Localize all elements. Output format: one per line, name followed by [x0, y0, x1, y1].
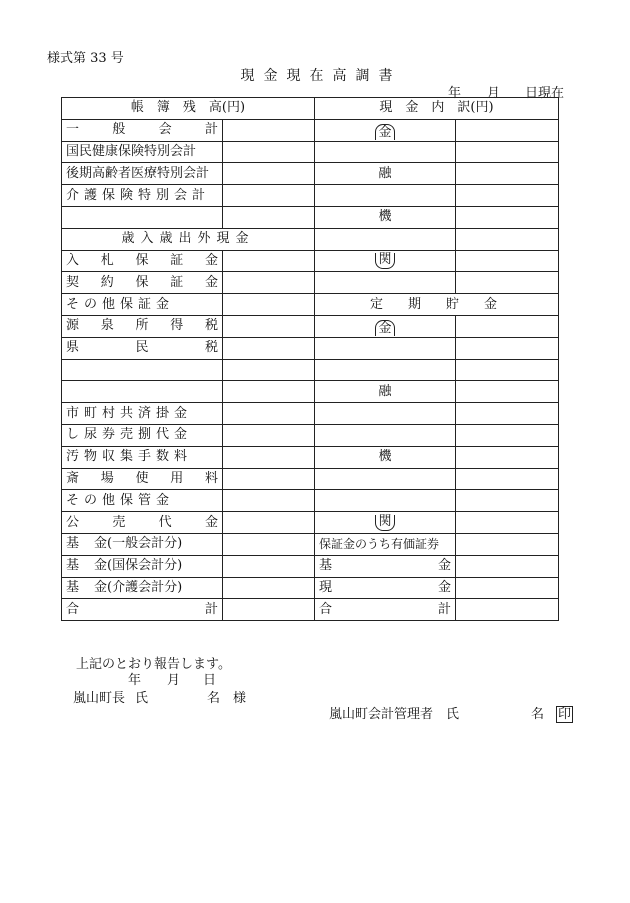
account-name: 介護保険特別会計	[62, 185, 223, 207]
table-row	[62, 141, 559, 163]
balance-amount[interactable]	[223, 446, 315, 468]
balance-amount[interactable]	[223, 468, 315, 490]
account-name	[62, 555, 223, 577]
breakdown-label	[315, 337, 456, 359]
table-row	[62, 381, 559, 403]
breakdown-label-text	[319, 559, 451, 573]
report-statement: 上記のとおり報告します。	[76, 657, 231, 672]
breakdown-label	[315, 468, 456, 490]
bracket-label: 金	[375, 124, 394, 140]
balance-amount[interactable]	[223, 359, 315, 381]
account-name-text	[66, 123, 218, 137]
account-name-part: 証	[170, 274, 184, 290]
account-name-part: 入	[66, 252, 80, 268]
breakdown-amount[interactable]	[456, 163, 559, 185]
breakdown-label	[315, 228, 456, 250]
account-name	[62, 533, 223, 555]
account-name-part: 保	[135, 274, 149, 290]
breakdown-amount[interactable]	[456, 599, 559, 621]
addressee-mei: 名	[207, 691, 221, 706]
balance-amount[interactable]	[223, 185, 315, 207]
table-row	[62, 577, 559, 599]
breakdown-label	[315, 490, 456, 512]
account-name-part: 場	[100, 470, 114, 486]
breakdown-amount[interactable]	[456, 228, 559, 250]
breakdown-amount[interactable]	[456, 315, 559, 337]
account-name-part: 泉	[100, 318, 114, 334]
section-heading: 歳入歳出外現金	[62, 228, 315, 250]
account-name	[62, 599, 223, 621]
account-name-text	[66, 581, 218, 595]
breakdown-label	[315, 315, 456, 337]
breakdown-label: 保証金のうち有価証券	[315, 533, 456, 555]
balance-amount[interactable]	[223, 119, 315, 141]
right-header: 現 金 内 訳(円)	[315, 98, 559, 120]
reporter-mei: 名	[531, 707, 545, 722]
reporter	[329, 703, 573, 723]
breakdown-label: 融	[315, 163, 456, 185]
account-name	[62, 359, 223, 381]
table-row	[62, 337, 559, 359]
account-name-part: 金(一般会計分)	[94, 536, 183, 552]
breakdown-label	[315, 119, 456, 141]
account-name-part: 基	[66, 579, 80, 595]
account-name	[62, 381, 223, 403]
breakdown-label	[315, 272, 456, 294]
seal-box: 印	[558, 707, 572, 722]
breakdown-amount[interactable]	[456, 490, 559, 512]
account-name: 汚物収集手数料	[62, 446, 223, 468]
table-row	[62, 163, 559, 185]
balance-amount[interactable]	[223, 272, 315, 294]
table-row	[62, 272, 559, 294]
breakdown-label-text	[319, 603, 451, 617]
breakdown-amount[interactable]	[456, 577, 559, 599]
breakdown-amount[interactable]	[456, 381, 559, 403]
account-name	[62, 119, 223, 141]
breakdown-label	[315, 359, 456, 381]
report-month: 月	[167, 673, 181, 688]
breakdown-label-text	[319, 581, 451, 595]
breakdown-label	[315, 555, 456, 577]
account-name-part: 金(国保会計分)	[94, 558, 183, 574]
balance-amount[interactable]	[223, 315, 315, 337]
account-name-part: 一	[66, 122, 80, 138]
breakdown-label: 機	[315, 206, 456, 228]
table-row	[62, 533, 559, 555]
report-year: 年	[128, 673, 142, 688]
account-name-part: 合	[66, 601, 80, 617]
account-name-part: 計	[204, 601, 218, 617]
table-row	[62, 599, 559, 621]
account-name-text	[66, 603, 218, 617]
bracket-label: 関	[375, 253, 394, 269]
table-row	[62, 359, 559, 381]
account-name-text	[66, 254, 218, 268]
breakdown-label	[315, 250, 456, 272]
account-name-part: 保	[135, 252, 149, 268]
account-name-part: 基	[66, 536, 80, 552]
addressee-sama: 様	[233, 691, 247, 706]
balance-amount[interactable]	[223, 490, 315, 512]
account-name: 後期高齢者医療特別会計	[62, 163, 223, 185]
account-name-part: 公	[66, 514, 80, 530]
account-name-part: 会	[158, 122, 172, 138]
breakdown-label-part: 基	[319, 558, 333, 574]
balance-amount[interactable]	[223, 206, 315, 228]
account-name-text	[66, 516, 218, 530]
account-name-part: 使	[135, 470, 149, 486]
report-day: 日	[203, 673, 217, 688]
account-name	[62, 577, 223, 599]
balance-amount[interactable]	[223, 599, 315, 621]
account-name	[62, 315, 223, 337]
balance-amount[interactable]	[223, 555, 315, 577]
account-name: その他保管金	[62, 490, 223, 512]
report-date	[128, 669, 216, 688]
account-name-part: 県	[66, 340, 80, 356]
account-name-text	[66, 537, 218, 551]
form-number: 様式第 33 号	[47, 51, 124, 66]
breakdown-amount[interactable]	[456, 250, 559, 272]
breakdown-label-part: 金	[437, 558, 451, 574]
breakdown-label	[315, 577, 456, 599]
bracket-label: 金	[375, 320, 394, 336]
bracket-label: 関	[375, 515, 394, 531]
balance-amount[interactable]	[223, 533, 315, 555]
account-name-text	[66, 276, 218, 290]
account-name-part: 金	[204, 274, 218, 290]
breakdown-label-part: 合	[319, 601, 333, 617]
addressee	[73, 687, 246, 706]
table-row	[62, 185, 559, 207]
breakdown-label	[315, 424, 456, 446]
breakdown-amount[interactable]	[456, 337, 559, 359]
account-name	[62, 206, 223, 228]
breakdown-label-part: 現	[319, 579, 333, 595]
breakdown-label	[315, 141, 456, 163]
account-name-part: 札	[100, 252, 114, 268]
addressee-title: 嵐山町長	[73, 691, 126, 706]
account-name-part: 税	[204, 318, 218, 334]
account-name	[62, 272, 223, 294]
account-name-text	[66, 341, 218, 355]
breakdown-amount[interactable]	[456, 555, 559, 577]
account-name-part: 所	[135, 318, 149, 334]
breakdown-label	[315, 185, 456, 207]
account-name-part: 斎	[66, 470, 80, 486]
breakdown-amount[interactable]	[456, 446, 559, 468]
addressee-shi: 氏	[135, 691, 149, 706]
account-name-part: 得	[170, 318, 184, 334]
table-row	[62, 468, 559, 490]
breakdown-label	[315, 512, 456, 534]
table-row	[62, 250, 559, 272]
breakdown-amount[interactable]	[456, 359, 559, 381]
table-row	[62, 424, 559, 446]
as-of-year: 年	[448, 86, 462, 101]
breakdown-amount[interactable]	[456, 533, 559, 555]
balance-amount[interactable]	[223, 337, 315, 359]
breakdown-amount[interactable]	[456, 403, 559, 425]
account-name-text	[66, 472, 218, 486]
account-name: 市町村共済掛金	[62, 403, 223, 425]
breakdown-amount[interactable]	[456, 512, 559, 534]
account-name-part: 基	[66, 558, 80, 574]
table-row	[62, 228, 559, 250]
account-name	[62, 337, 223, 359]
balance-amount[interactable]	[223, 294, 315, 316]
table-row	[62, 294, 559, 316]
balance-amount[interactable]	[223, 163, 315, 185]
table-row	[62, 315, 559, 337]
account-name: その他保証金	[62, 294, 223, 316]
page-title: 現金現在高調書	[240, 68, 402, 84]
account-name-part: 用	[170, 470, 184, 486]
account-name-part: 源	[66, 318, 80, 334]
balance-amount[interactable]	[223, 381, 315, 403]
breakdown-label: 定 期 貯 金	[315, 294, 559, 316]
account-name-part: 証	[170, 252, 184, 268]
account-name: し尿券売捌代金	[62, 424, 223, 446]
account-name-part: 金	[204, 514, 218, 530]
reporter-shi: 氏	[446, 707, 460, 722]
account-name-part: 税	[204, 340, 218, 356]
table-row	[62, 206, 559, 228]
account-name-text	[66, 559, 218, 573]
account-name-part: 売	[112, 514, 126, 530]
account-name-part: 般	[112, 122, 126, 138]
table-row	[62, 446, 559, 468]
breakdown-amount[interactable]	[456, 185, 559, 207]
table-row	[62, 490, 559, 512]
account-name-text	[66, 319, 218, 333]
balance-amount[interactable]	[223, 577, 315, 599]
account-name	[62, 468, 223, 490]
account-name: 国民健康保険特別会計	[62, 141, 223, 163]
balance-amount[interactable]	[223, 403, 315, 425]
balance-amount[interactable]	[223, 250, 315, 272]
account-name	[62, 512, 223, 534]
breakdown-label: 機	[315, 446, 456, 468]
account-name	[62, 250, 223, 272]
left-header: 帳 簿 残 高(円)	[62, 98, 315, 120]
balance-amount[interactable]	[223, 141, 315, 163]
as-of-day: 日現在	[525, 86, 565, 101]
account-name-part: 代	[158, 514, 172, 530]
breakdown-amount[interactable]	[456, 206, 559, 228]
account-name-part: 金	[204, 252, 218, 268]
account-name-part: 民	[135, 340, 149, 356]
account-name-part: 計	[204, 122, 218, 138]
breakdown-label-part: 計	[437, 601, 451, 617]
breakdown-label	[315, 403, 456, 425]
reporter-title: 嵐山町会計管理者	[329, 707, 434, 722]
balance-amount[interactable]	[223, 512, 315, 534]
breakdown-amount[interactable]	[456, 424, 559, 446]
account-name-part: 料	[204, 470, 218, 486]
as-of-month: 月	[487, 86, 501, 101]
table-row	[62, 403, 559, 425]
breakdown-amount[interactable]	[456, 272, 559, 294]
breakdown-label-part: 金	[437, 579, 451, 595]
breakdown-amount[interactable]	[456, 141, 559, 163]
breakdown-label	[315, 599, 456, 621]
account-name-part: 契	[66, 274, 80, 290]
account-name-part: 金(介護会計分)	[94, 579, 183, 595]
table-header-row	[62, 98, 559, 120]
breakdown-amount[interactable]	[456, 119, 559, 141]
cash-balance-table	[61, 97, 559, 621]
table-row	[62, 119, 559, 141]
breakdown-amount[interactable]	[456, 468, 559, 490]
table-row	[62, 555, 559, 577]
account-name-part: 約	[100, 274, 114, 290]
table-row	[62, 512, 559, 534]
breakdown-label: 融	[315, 381, 456, 403]
balance-amount[interactable]	[223, 424, 315, 446]
